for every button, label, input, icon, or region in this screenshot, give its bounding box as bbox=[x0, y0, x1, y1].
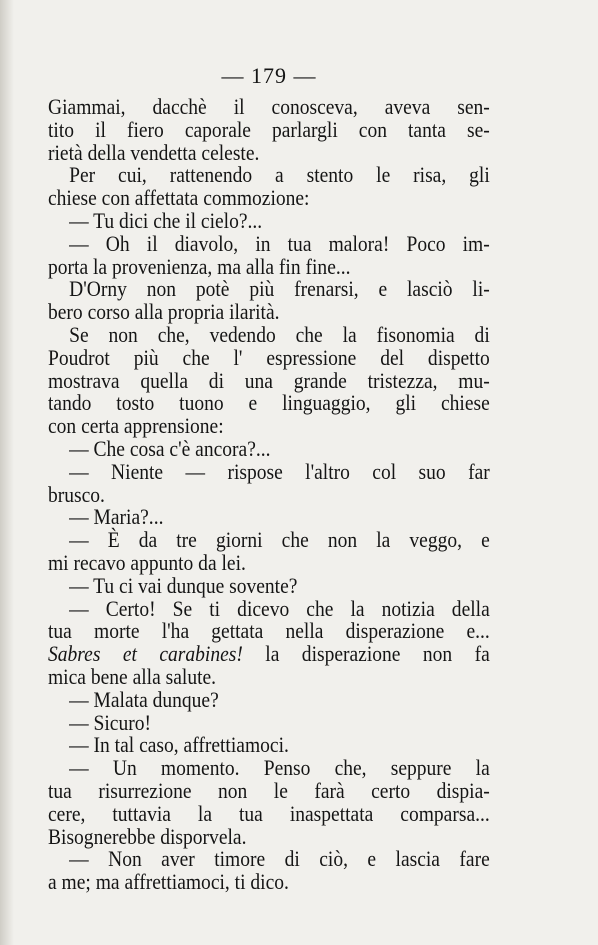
text-line: tua risurrezione non le farà certo dispia- bbox=[48, 777, 490, 803]
text-line: — Certo! Se ti dicevo che la notizia della bbox=[69, 595, 490, 621]
text-line: mica bene alla salute. bbox=[48, 663, 217, 689]
text-line: — Niente — rispose l'altro col suo far bbox=[69, 458, 490, 484]
text-line: — Oh il diavolo, in tua malora! Poco im- bbox=[69, 230, 490, 256]
text-line: — In tal caso, affrettiamoci. bbox=[69, 732, 289, 758]
text-line: rietà della vendetta celeste. bbox=[48, 139, 260, 165]
text-line: — Tu dici che il cielo?... bbox=[69, 207, 263, 233]
italic-exclamation: Sabres et carabines! bbox=[48, 641, 243, 667]
text-line: — Maria?... bbox=[69, 504, 164, 530]
text-line: chiese con affettata commozione: bbox=[48, 185, 310, 211]
text-line: — Un momento. Penso che, seppure la bbox=[69, 755, 490, 781]
page-number: — 179 — bbox=[221, 63, 317, 88]
text-line: — Sicuro! bbox=[69, 709, 152, 735]
text-line: tito il fiero caporale parlargli con tanta se- bbox=[48, 116, 490, 142]
text-line-rest: la disperazione non fa bbox=[265, 641, 490, 667]
text-line: bero corso alla propria ilarità. bbox=[48, 299, 280, 325]
text-line: mostrava quella di una grande tristezza, mu- bbox=[48, 367, 490, 393]
text-line: brusco. bbox=[48, 481, 105, 507]
text-line: mi recavo appunto da lei. bbox=[48, 549, 246, 575]
text-line: tua morte l'ha gettata nella disperazione e... bbox=[48, 618, 490, 644]
text-line: con certa apprensione: bbox=[48, 413, 224, 439]
text-line: Bisognerebbe disporvela. bbox=[48, 823, 247, 849]
text-line: — Non aver timore di ciò, e lascia fare bbox=[69, 846, 490, 872]
text-line bbox=[48, 643, 490, 666]
text-line: Giammai, dacchè il conosceva, aveva sen- bbox=[48, 94, 490, 119]
text-line: porta la provenienza, ma alla fin fine... bbox=[48, 253, 351, 279]
text-line: — È da tre giorni che non la veggo, e bbox=[69, 527, 490, 553]
page-edge-shadow bbox=[0, 0, 14, 945]
text-line: a me; ma affrettiamoci, ti dico. bbox=[48, 869, 289, 895]
paragraph-lines bbox=[48, 96, 490, 894]
text-line: — Tu ci vai dunque sovente? bbox=[69, 572, 298, 598]
page-text bbox=[48, 62, 490, 894]
text-line: cere, tuttavia la tua inaspettata comparsa... bbox=[48, 800, 490, 826]
text-line: Poudrot più che l' espressione del dispetto bbox=[48, 344, 490, 370]
text-line: Per cui, rattenendo a stento le risa, gli bbox=[69, 162, 490, 188]
text-line: — Che cosa c'è ancora?... bbox=[69, 435, 271, 461]
text-line: — Malata dunque? bbox=[69, 686, 219, 712]
text-line: D'Orny non potè più frenarsi, e lasciò li- bbox=[69, 276, 490, 302]
text-line: Se non che, vedendo che la fisonomia di bbox=[69, 321, 490, 347]
text-line: tando tosto tuono e linguaggio, gli chiese bbox=[48, 390, 490, 416]
